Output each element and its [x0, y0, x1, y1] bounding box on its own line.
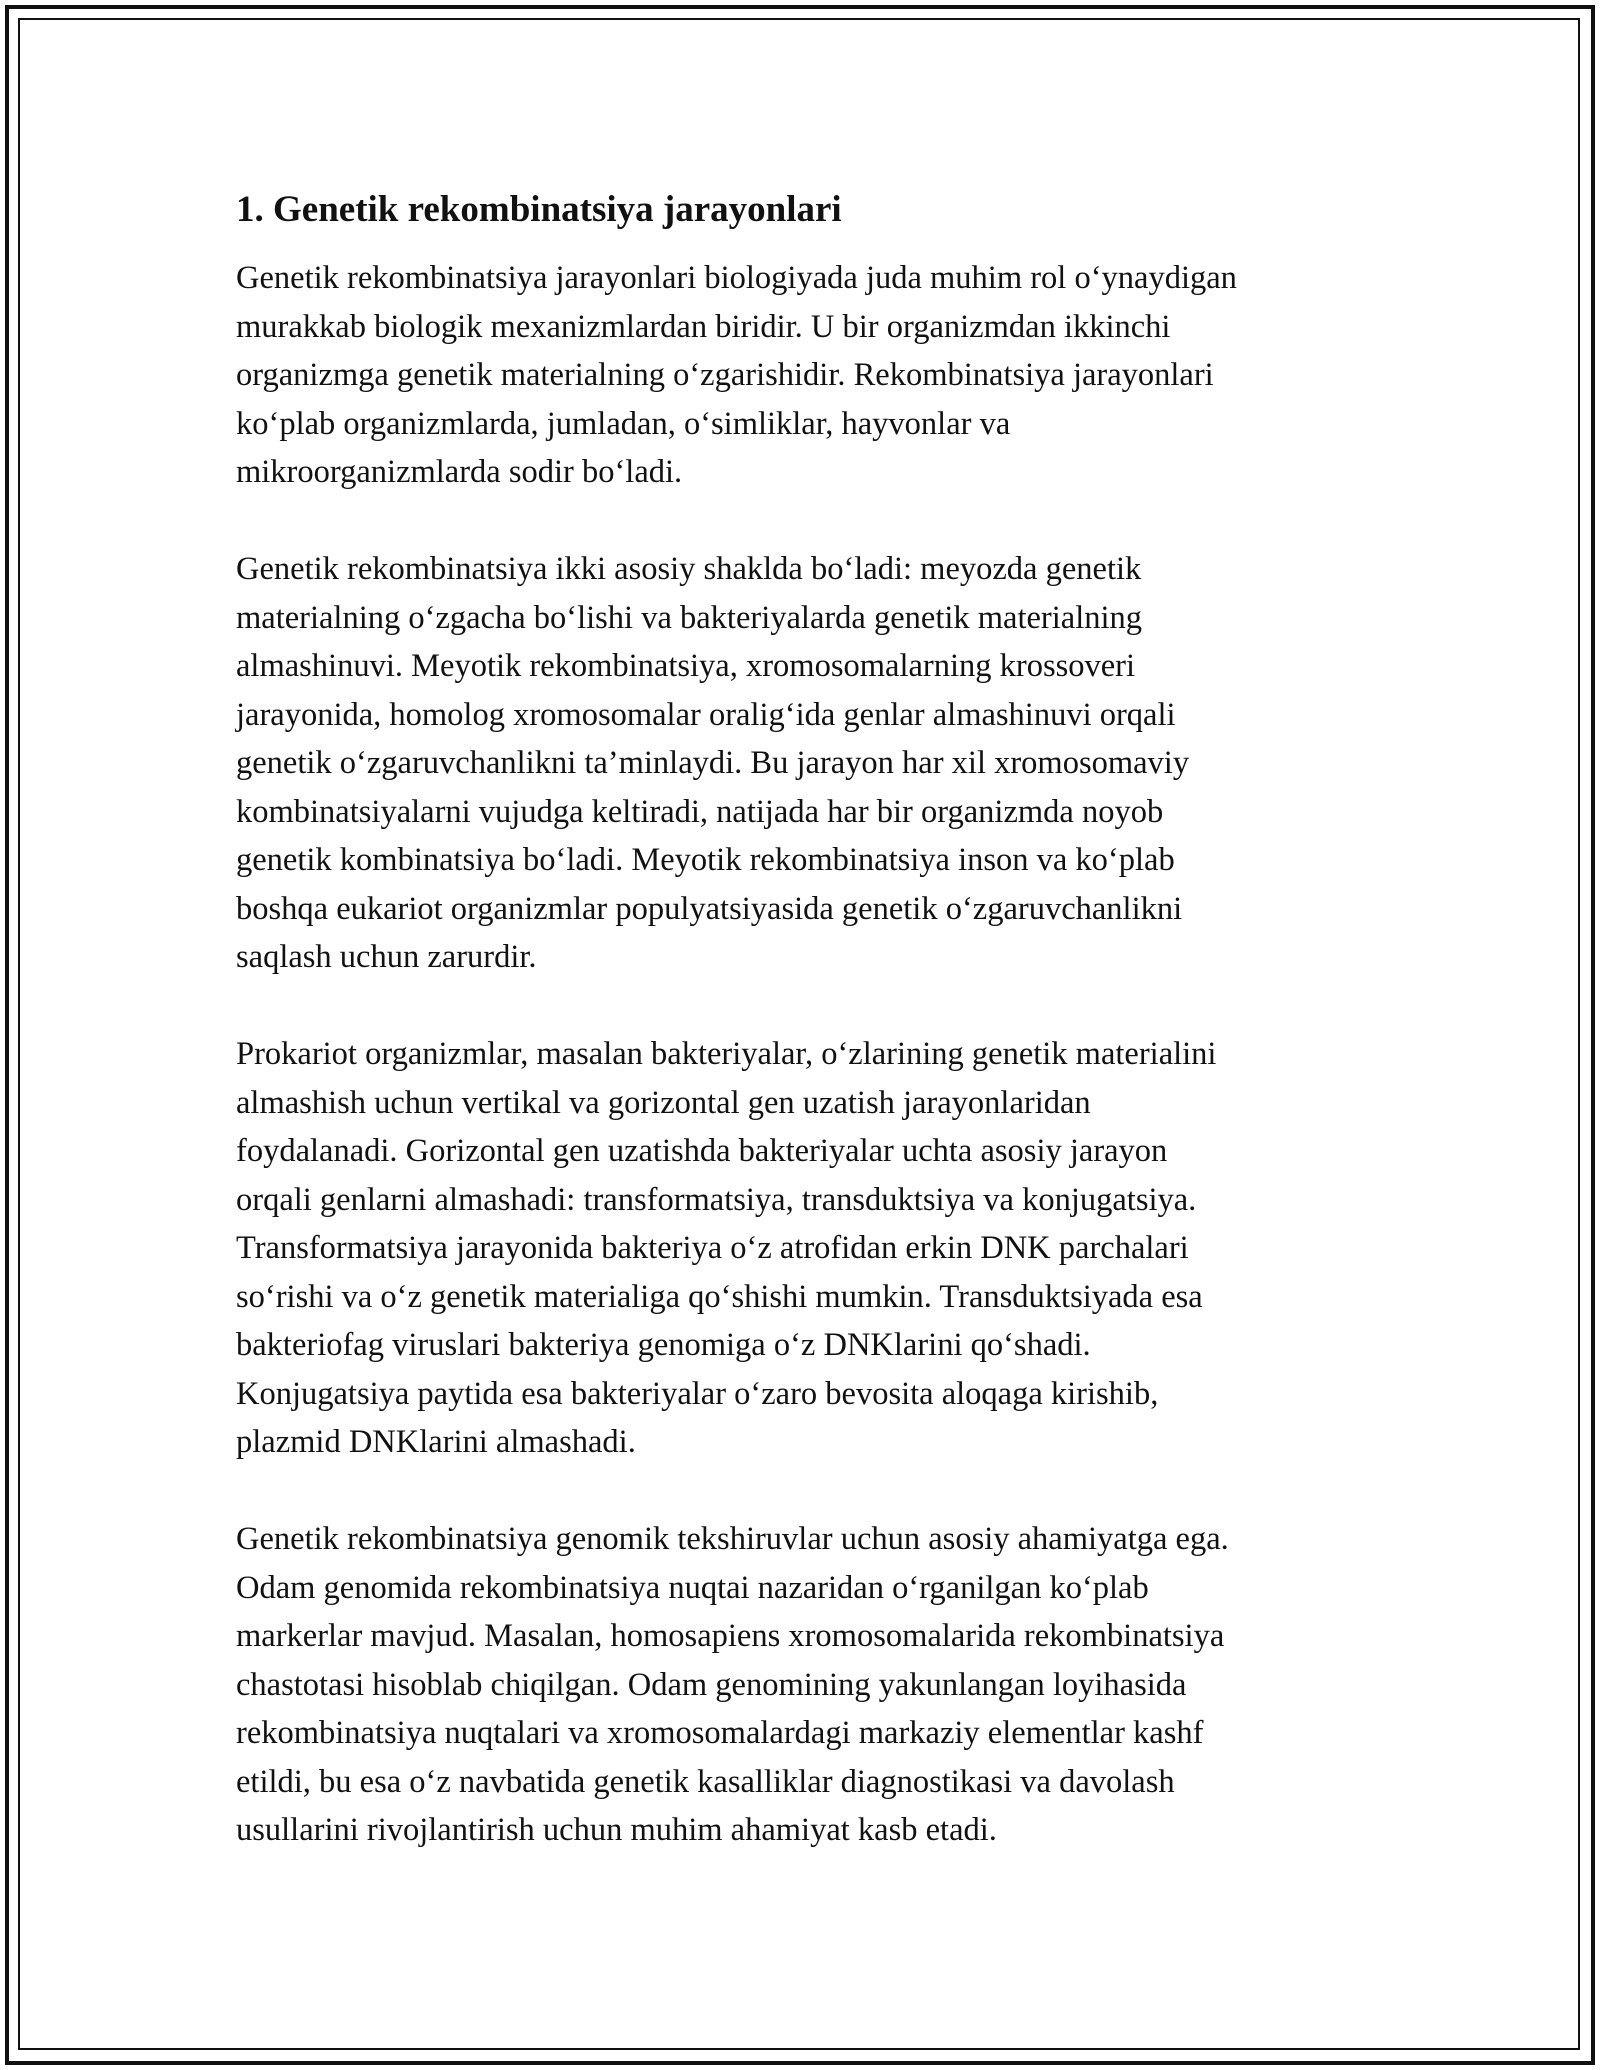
paragraph-line: rekombinatsiya nuqtalari va xromosomalardagi markaziy elementlar kashf	[236, 1715, 1204, 1751]
paragraph-line: orqali genlarni almashadi: transformatsiya, transduktsiya va konjugatsiya.	[236, 1181, 1197, 1218]
paragraph-line: plazmid DNKlarini almashadi.	[236, 1424, 636, 1460]
paragraph-line: Genetik rekombinatsiya ikki asosiy shaklda bo‘ladi: meyozda genetik	[236, 551, 1142, 587]
section-heading: 1. Genetik rekombinatsiya jarayonlari	[236, 189, 842, 230]
paragraph-line: Odam genomida rekombinatsiya nuqtai nazaridan o‘rganilgan ko‘plab	[236, 1569, 1149, 1606]
paragraph-line: Konjugatsiya paytida esa bakteriyalar o‘zaro bevosita aloqaga kirishib,	[236, 1375, 1159, 1412]
document-body	[236, 186, 1386, 1903]
paragraph	[236, 1030, 1386, 1467]
paragraph-line: etildi, bu esa o‘z navbatida genetik kasalliklar diagnostikasi va davolash	[236, 1763, 1175, 1800]
paragraph-line: organizmga genetik materialning o‘zgarishidir. Rekombinatsiya jarayonlari	[236, 357, 1214, 393]
paragraph-container	[236, 254, 1386, 1855]
paragraph-line: Transformatsiya jarayonida bakteriya o‘z atrofidan erkin DNK parchalari	[236, 1230, 1189, 1266]
paragraph-line: Genetik rekombinatsiya jarayonlari biologiyada juda muhim rol o‘ynaydigan	[236, 260, 1237, 296]
paragraph-line: genetik kombinatsiya bo‘ladi. Meyotik rekombinatsiya inson va ko‘plab	[236, 842, 1175, 878]
paragraph-line: almashinuvi. Meyotik rekombinatsiya, xromosomalarning krossoveri	[236, 648, 1136, 684]
paragraph-line: mikroorganizmlarda sodir bo‘ladi.	[236, 454, 683, 490]
paragraph-line: almashish uchun vertikal va gorizontal gen uzatish jarayonlaridan	[236, 1084, 1091, 1121]
paragraph	[236, 1515, 1386, 1855]
paragraph-line: boshqa eukariot organizmlar populyatsiyasida genetik o‘zgaruvchanlikni	[236, 890, 1183, 927]
paragraph-line: materialning o‘zgacha bo‘lishi va bakteriyalarda genetik materialning	[236, 599, 1143, 636]
paragraph-line: jarayonida, homolog xromosomalar oralig‘ida genlar almashinuvi orqali	[236, 696, 1176, 733]
paragraph	[236, 254, 1386, 497]
paragraph-line: bakteriofag viruslari bakteriya genomiga o‘z DNKlarini qo‘shadi.	[236, 1327, 1091, 1363]
paragraph-line: Genetik rekombinatsiya genomik tekshiruvlar uchun asosiy ahamiyatga ega.	[236, 1521, 1229, 1557]
paragraph-line: markerlar mavjud. Masalan, homosapiens xromosomalarida rekombinatsiya	[236, 1618, 1225, 1654]
paragraph	[236, 545, 1386, 982]
paragraph-line: foydalanadi. Gorizontal gen uzatishda bakteriyalar uchta asosiy jarayon	[236, 1133, 1168, 1169]
paragraph-line: chastotasi hisoblab chiqilgan. Odam genomining yakunlangan loyihasida	[236, 1666, 1187, 1703]
paragraph-line: kombinatsiyalarni vujudga keltiradi, natijada har bir organizmda noyob	[236, 793, 1164, 830]
paragraph-line: genetik o‘zgaruvchanlikni ta’minlaydi. Bu jarayon har xil xromosomaviy	[236, 745, 1190, 781]
paragraph-line: saqlash uchun zarurdir.	[236, 939, 537, 975]
paragraph-line: Prokariot organizmlar, masalan bakteriyalar, o‘zlarining genetik materialini	[236, 1036, 1217, 1072]
paragraph-line: usullarini rivojlantirish uchun muhim ahamiyat kasb etadi.	[236, 1812, 997, 1848]
paragraph-line: so‘rishi va o‘z genetik materialiga qo‘shishi mumkin. Transduktsiyada esa	[236, 1278, 1203, 1315]
paragraph-line: ko‘plab organizmlarda, jumladan, o‘simliklar, hayvonlar va	[236, 405, 1011, 442]
paragraph-line: murakkab biologik mexanizmlardan biridir. U bir organizmdan ikkinchi	[236, 308, 1171, 345]
